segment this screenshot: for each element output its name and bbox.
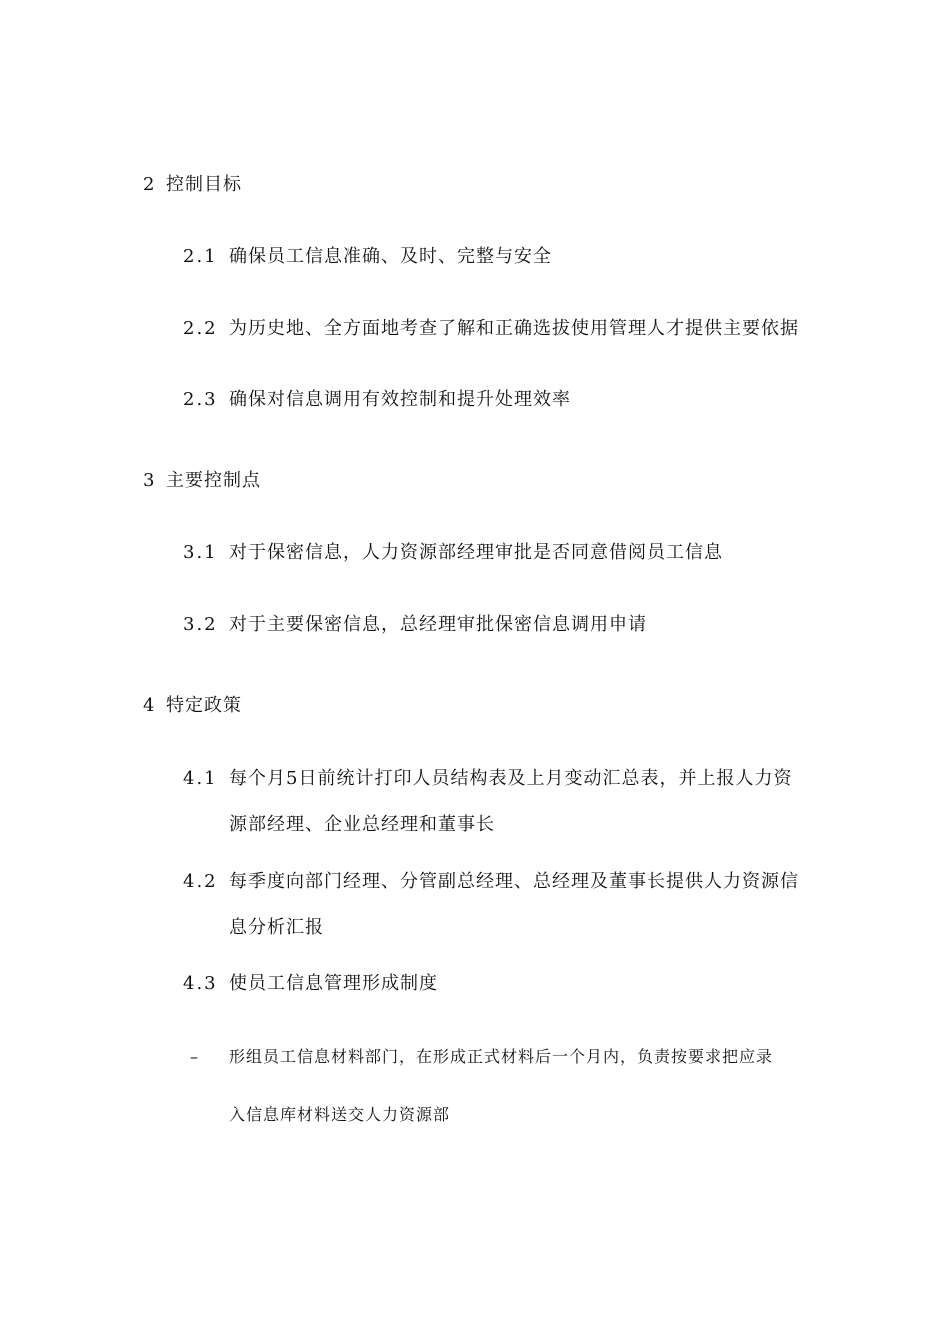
item-2-2-text: 为历史地、全方面地考查了解和正确选拔使用管理人才提供主要依据 <box>229 318 799 339</box>
item-2-1-number: 2.1 <box>183 246 218 267</box>
section-3-number: 3 <box>143 470 157 491</box>
item-3-1-text: 对于保密信息，人力资源部经理审批是否同意借阅员工信息 <box>229 542 723 563</box>
bullet-line2: 入信息库材料送交人力资源部 <box>229 1105 451 1124</box>
section-2-title: 控制目标 <box>166 174 242 195</box>
item-4-2-line1: 每季度向部门经理、分管副总经理、总经理及董事长提供人力资源信 <box>229 871 799 892</box>
bullet-marker: – <box>190 1047 199 1066</box>
item-3-1-number: 3.1 <box>183 542 218 563</box>
item-4-3-number: 4.3 <box>183 973 218 994</box>
bullet-line1: 形组员工信息材料部门，在形成正式材料后一个月内，负责按要求把应录 <box>229 1047 774 1066</box>
item-4-2-number: 4.2 <box>183 871 218 892</box>
item-3-2-number: 3.2 <box>183 614 218 635</box>
section-2-number: 2 <box>143 174 157 195</box>
item-4-1-line2: 源部经理、企业总经理和董事长 <box>229 814 495 835</box>
item-3-2-text: 对于主要保密信息，总经理审批保密信息调用申请 <box>229 614 647 635</box>
item-4-1-number: 4.1 <box>183 768 218 789</box>
item-2-1-text: 确保员工信息准确、及时、完整与安全 <box>229 246 552 267</box>
section-3-title: 主要控制点 <box>166 470 261 491</box>
item-4-3-text: 使员工信息管理形成制度 <box>229 973 438 994</box>
item-2-3-number: 2.3 <box>183 389 218 410</box>
item-2-3-text: 确保对信息调用有效控制和提升处理效率 <box>229 389 571 410</box>
item-4-1-line1: 每个月5日前统计打印人员结构表及上月变动汇总表，并上报人力资 <box>229 768 793 789</box>
item-2-2-number: 2.2 <box>183 318 218 339</box>
section-4-title: 特定政策 <box>166 695 242 716</box>
section-4-number: 4 <box>143 695 157 716</box>
item-4-2-line2: 息分析汇报 <box>229 917 324 938</box>
